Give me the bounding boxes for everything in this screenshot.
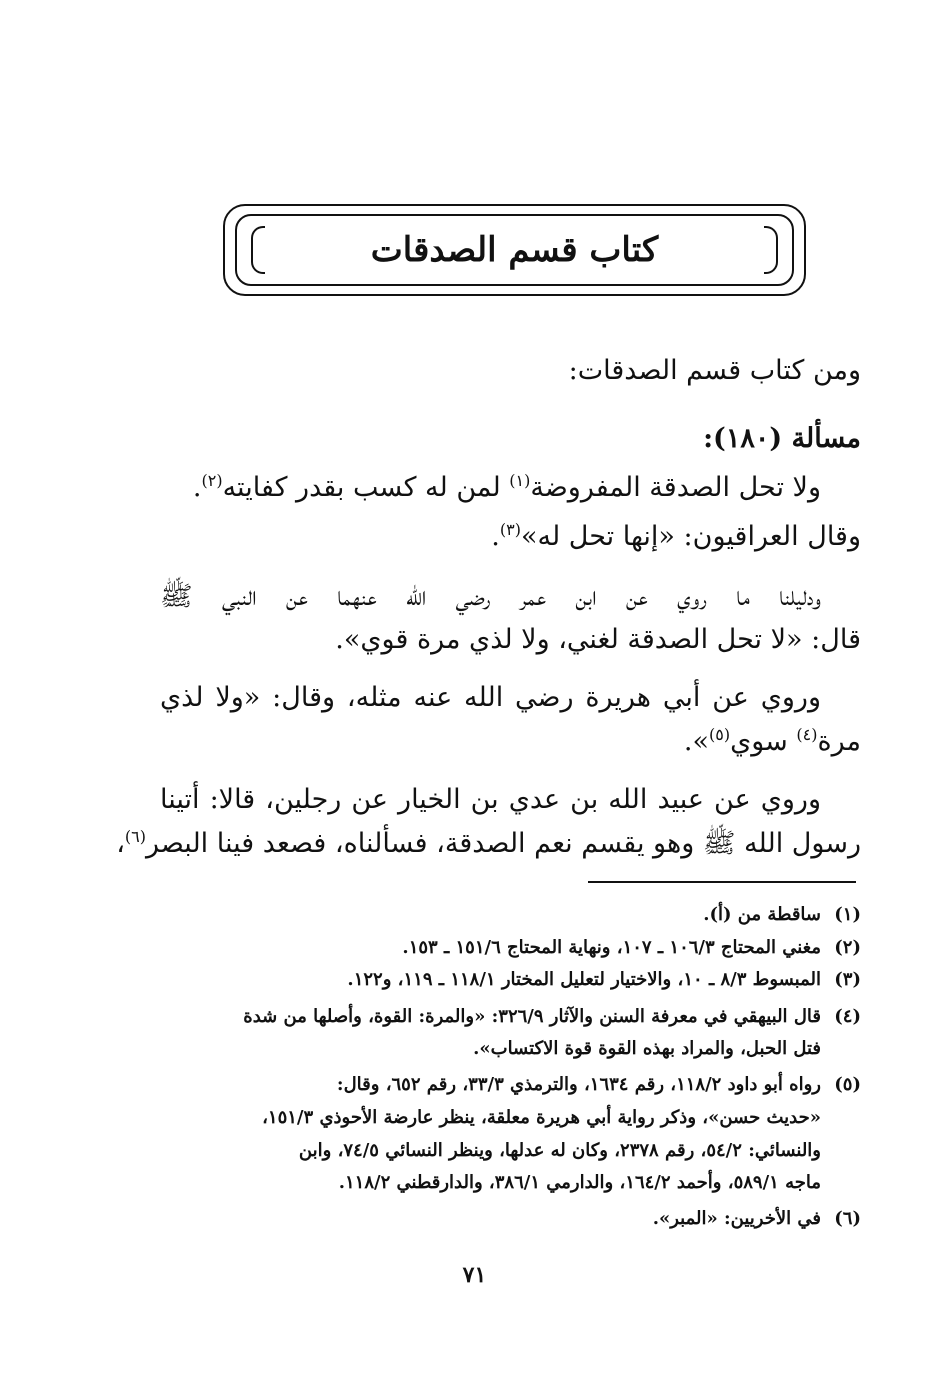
footnote-5-line-3: والنسائي: ٥٤/٢، رقم ٢٣٧٨، وكان له عدلها، وينظر النسائي ٧٤/٥، وابن bbox=[298, 1140, 821, 1161]
body-text: رسول الله ﷺ وهو يقسم نعم الصدقة، فسألناه، فصعد فينا البصر bbox=[146, 828, 861, 859]
footnote-ref: (٥) bbox=[709, 725, 731, 744]
footnote-ref: (٣) bbox=[499, 520, 521, 539]
footnote-2 bbox=[160, 935, 861, 961]
footnote-number: (٣) bbox=[834, 969, 861, 990]
footnote-number: (٥) bbox=[834, 1074, 861, 1095]
body-text: ولا تحل الصدقة المفروضة bbox=[530, 472, 821, 503]
footnote-ref: (٤) bbox=[796, 725, 818, 744]
footnote-text: قال البيهقي في معرفة السنن والآثار ٣٢٦/٩: «والمرة: القوة، وأصلها من شدة bbox=[243, 1006, 821, 1027]
chapter-title: كتاب قسم الصدقات bbox=[370, 230, 659, 270]
intro-line: ومن كتاب قسم الصدقات: bbox=[568, 355, 861, 386]
footnote-4 bbox=[160, 1004, 861, 1030]
body-text: سوي bbox=[730, 726, 797, 757]
body-line-8 bbox=[116, 824, 861, 864]
footnote-text: ساقطة من (أ). bbox=[703, 904, 821, 925]
body-line-3: ودليلنا ما روي عن ابن عمر رضي الله عنهما عن النبي ﷺ bbox=[160, 581, 821, 612]
body-text: مرة bbox=[817, 726, 861, 757]
footnote-number: (٤) bbox=[834, 1006, 861, 1027]
footnote-separator bbox=[588, 881, 856, 883]
body-line-1 bbox=[160, 468, 861, 508]
body-text: ، bbox=[116, 828, 125, 859]
footnote-6 bbox=[160, 1206, 861, 1232]
body-text: . bbox=[192, 472, 202, 503]
footnote-text: مغني المحتاج ١٠٦/٣ ـ ١٠٧، ونهاية المحتاج ١٥١/٦ ـ ١٥٣. bbox=[402, 937, 821, 958]
body-text: . bbox=[491, 521, 500, 552]
footnote-text: المبسوط ٨/٣ ـ ١٠، والاختيار لتعليل المختار ١١٨/١ ـ ١١٩، و١٢٢. bbox=[347, 969, 821, 990]
body-text: وقال العراقيون: «إنها تحل له» bbox=[520, 521, 861, 552]
footnote-5 bbox=[160, 1072, 861, 1098]
issue-heading: مسألة (١٨٠): bbox=[703, 423, 861, 454]
page-number: ٧١ bbox=[462, 1262, 487, 1288]
footnote-ref: (١) bbox=[509, 471, 531, 490]
body-line-5: وروي عن أبي هريرة رضي الله عنه مثله، وقال: «ولا لذي bbox=[160, 682, 821, 713]
chapter-title-frame bbox=[223, 204, 806, 296]
footnote-1 bbox=[160, 902, 861, 928]
footnote-number: (١) bbox=[834, 904, 861, 925]
footnote-number: (٢) bbox=[834, 937, 861, 958]
body-line-4: قال: «لا تحل الصدقة لغني، ولا لذي مرة قوي». bbox=[335, 624, 861, 655]
footnote-5-line-4: ماجه ٥٨٩/١، وأحمد ١٦٤/٢، والدارمي ٣٨٦/١، والدارقطني ١١٨/٢. bbox=[338, 1172, 821, 1193]
footnote-text: في الأخريين: «المبر». bbox=[652, 1208, 821, 1229]
footnote-ref: (٢) bbox=[201, 471, 223, 490]
footnote-number: (٦) bbox=[834, 1208, 861, 1229]
footnote-5-line-2: «حديث حسن»، وذكر رواية أبي هريرة معلقة، ينظر عارضة الأحوذي ١٥١/٣، bbox=[262, 1107, 821, 1128]
footnote-text: رواه أبو داود ١١٨/٢، رقم ١٦٣٤، والترمذي ٣٣/٣، رقم ٦٥٢، وقال: bbox=[336, 1074, 821, 1095]
body-line-2 bbox=[160, 517, 861, 557]
body-text: ». bbox=[683, 726, 709, 757]
body-line-7: وروي عن عبيد الله بن عدي بن الخيار عن رجلين، قالا: أتينا bbox=[160, 784, 821, 815]
footnote-4-continued: فتل الحبل، والمراد بهذه القوة قوة الاكتساب». bbox=[473, 1038, 821, 1059]
body-text: لمن له كسب بقدر كفايته bbox=[222, 472, 510, 503]
body-line-6 bbox=[160, 722, 861, 762]
footnote-ref: (٦) bbox=[124, 827, 146, 846]
footnote-3 bbox=[160, 967, 861, 993]
